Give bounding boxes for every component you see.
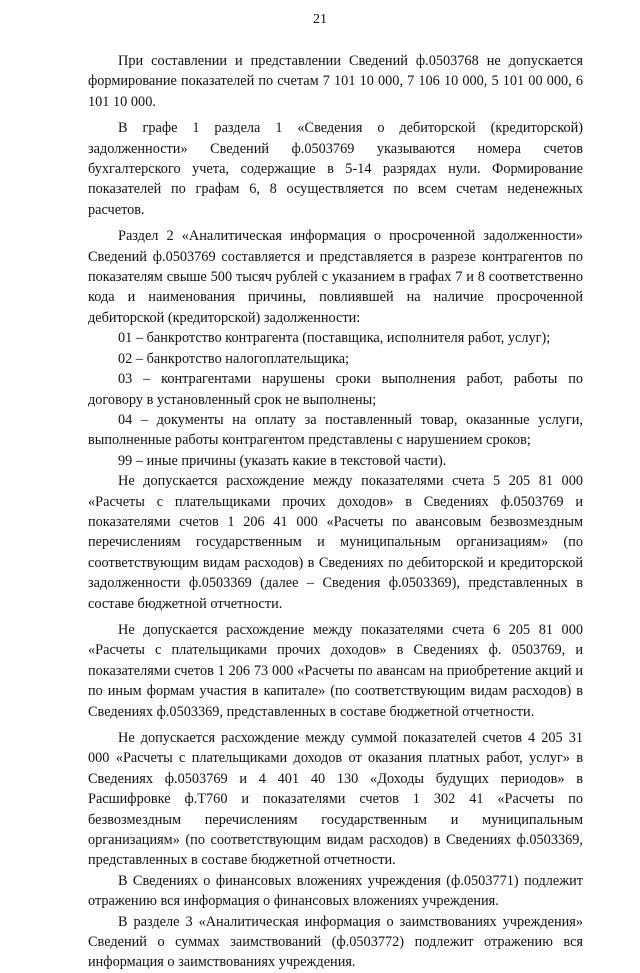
paragraph-financial-investments: В Сведениях о финансовых вложениях учреждения (ф.0503771) подлежит отражению вся информация о финансовых вложениях учреждения. xyxy=(88,872,583,910)
list-item-reason-03: 03 – контрагентами нарушены сроки выполнения работ, работы по договору в установленный срок не выполнены; xyxy=(88,371,583,408)
paragraph-discrepancy-5-205-81: Не допускается расхождение между показателями счета 5 205 81 000 «Расчеты с плательщиками прочих доходов» в Сведениях ф.0503769 и показателями счетов 1 206 41 000 «Расчеты по авансовым безвозмездным перечислениям государственным и муниципальным организациям» (по соответствующим видам расходов) в Сведениях по дебиторской и кредиторской задолженности ф.0503369 (далее – Сведения ф.0503369), представленных в составе бюджетной отчетности. xyxy=(88,473,583,612)
list-item-reason-01: 01 – банкротство контрагента (поставщика, исполнителя работ, услуг); xyxy=(118,330,551,347)
document-body xyxy=(88,51,583,973)
paragraph-column-1-section-1: В графе 1 раздела 1 «Сведения о дебиторской (кредиторской) задолженности» Сведений ф.0503769 указываются номера счетов бухгалтерского учета, содержащие в 5-14 разрядах нули. Формирование показателей по графам 6, 8 осуществляется по всем счетам неденежных расчетов. xyxy=(88,120,583,218)
paragraph-form-0503768: При составлении и представлении Сведений ф.0503768 не допускается формирование показателей по счетам 7 101 10 000, 7 106 10 000, 5 101 00 000, 6 101 10 000. xyxy=(88,53,583,110)
paragraph-discrepancy-4-205-31: Не допускается расхождение между суммой показателей счетов 4 205 31 000 «Расчеты с плательщиками доходов от оказания платных работ, услуг» в Сведениях ф.0503769 и 4 401 40 130 «Доходы будущих периодов» в Расшифровке ф.Т760 и показателями счетов 1 302 41 «Расчеты по безвозмездным перечислениям государственным и муниципальным организациям» (по соответствующим видам расходов) в Сведениях ф.0503369, представленных в составе бюджетной отчетности. xyxy=(88,730,583,869)
list-item-reason-04: 04 – документы на оплату за поставленный товар, оказанные услуги, выполненные работы контрагентом представлены с нарушением сроков; xyxy=(88,411,583,449)
page-number: 21 xyxy=(313,12,327,27)
paragraph-discrepancy-6-205-81: Не допускается расхождение между показателями счета 6 205 81 000 «Расчеты с плательщиками прочих доходов» в Сведениях ф. 0503769, и показателями счетов 1 206 73 000 «Расчеты по авансам на приобретение акций и по иным формам участия в капитале» (по соответствующим видам расходов) в Сведениях ф.0503369, представленных в составе бюджетной отчетности. xyxy=(88,621,583,720)
list-item-reason-02: 02 – банкротство налогоплательщика; xyxy=(118,350,350,367)
paragraph-section-2-overdue-debt: Раздел 2 «Аналитическая информация о просроченной задолженности» Сведений ф.0503769 составляется и представляется в разрезе контрагентов по показателям свыше 500 тысяч рублей с указанием в графах 7 и 8 соответственно кода и наименования причины, повлиявшей на наличие просроченной дебиторской (кредиторской) задолженности: xyxy=(88,228,583,326)
list-item-reason-99: 99 – иные причины (указать какие в текстовой части). xyxy=(118,452,447,469)
paragraph-borrowings-section-3: В разделе 3 «Аналитическая информация о заимствованиях учреждения» Сведений о суммах заимствований (ф.0503772) подлежит отражению вся информация о заимствованиях учреждения. xyxy=(88,913,583,971)
